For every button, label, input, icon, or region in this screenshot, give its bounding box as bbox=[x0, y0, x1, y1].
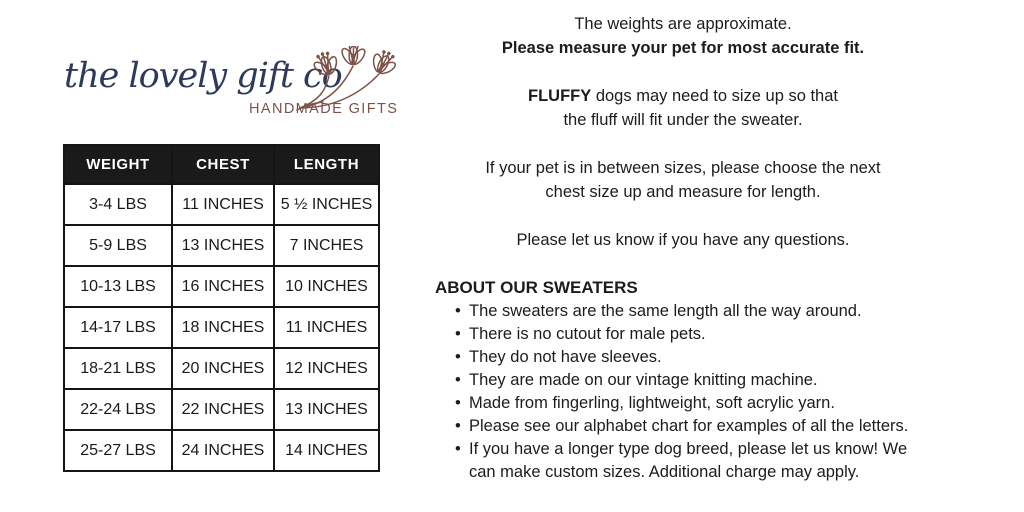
table-cell-length: 7 INCHES bbox=[274, 225, 379, 266]
table-cell-length: 10 INCHES bbox=[274, 266, 379, 307]
table-cell-length: 5 ½ INCHES bbox=[274, 184, 379, 225]
table-cell-chest: 13 INCHES bbox=[172, 225, 274, 266]
note-line: the fluff will fit under the sweater. bbox=[563, 111, 803, 129]
about-list bbox=[435, 300, 931, 484]
table-cell-weight: 22-24 LBS bbox=[64, 389, 172, 430]
table-header-chest: CHEST bbox=[172, 145, 274, 184]
list-item: • There is no cutout for male pets. bbox=[455, 323, 931, 346]
note-line bbox=[435, 84, 931, 108]
table-row bbox=[64, 184, 379, 225]
table-row bbox=[64, 225, 379, 266]
list-item: • Please see our alphabet chart for examples of all the letters. bbox=[455, 415, 931, 438]
table-header-weight: WEIGHT bbox=[64, 145, 172, 184]
table-cell-length: 14 INCHES bbox=[274, 430, 379, 471]
table-header-row bbox=[64, 145, 379, 184]
note-questions bbox=[435, 228, 931, 252]
fluffy-emphasis: FLUFFY bbox=[528, 87, 592, 105]
table-row bbox=[64, 348, 379, 389]
table-row bbox=[64, 430, 379, 471]
table-cell-chest: 11 INCHES bbox=[172, 184, 274, 225]
table-cell-weight: 14-17 LBS bbox=[64, 307, 172, 348]
note-fluffy-dogs bbox=[435, 84, 931, 132]
table-row bbox=[64, 266, 379, 307]
logo-tagline: HANDMADE GIFTS bbox=[249, 101, 399, 117]
list-item: • The sweaters are the same length all the way around. bbox=[455, 300, 931, 323]
table-cell-weight: 10-13 LBS bbox=[64, 266, 172, 307]
list-item: • Made from fingerling, lightweight, soft acrylic yarn. bbox=[455, 392, 931, 415]
table-cell-length: 13 INCHES bbox=[274, 389, 379, 430]
table-row bbox=[64, 389, 379, 430]
table-cell-chest: 20 INCHES bbox=[172, 348, 274, 389]
table-cell-chest: 18 INCHES bbox=[172, 307, 274, 348]
about-heading: ABOUT OUR SWEATERS bbox=[435, 278, 638, 297]
table-cell-chest: 22 INCHES bbox=[172, 389, 274, 430]
table-cell-weight: 5-9 LBS bbox=[64, 225, 172, 266]
list-item: • They do not have sleeves. bbox=[455, 346, 931, 369]
note-line: Please let us know if you have any questions. bbox=[516, 231, 850, 249]
table-cell-weight: 3-4 LBS bbox=[64, 184, 172, 225]
note-line-bold: Please measure your pet for most accurate fit. bbox=[501, 39, 865, 57]
note-weights-approximate bbox=[435, 12, 931, 60]
table-cell-weight: 18-21 LBS bbox=[64, 348, 172, 389]
note-line: The weights are approximate. bbox=[574, 15, 792, 33]
table-cell-chest: 24 INCHES bbox=[172, 430, 274, 471]
note-line: chest size up and measure for length. bbox=[545, 183, 821, 201]
table-cell-weight: 25-27 LBS bbox=[64, 430, 172, 471]
note-line-rest: dogs may need to size up so that bbox=[591, 87, 838, 105]
list-item: • If you have a longer type dog breed, please let us know! We can make custom sizes. Additional charge may apply. bbox=[455, 438, 931, 484]
table-header-length: LENGTH bbox=[274, 145, 379, 184]
table-cell-length: 11 INCHES bbox=[274, 307, 379, 348]
list-item: • They are made on our vintage knitting machine. bbox=[455, 369, 931, 392]
note-line: If your pet is in between sizes, please choose the next bbox=[485, 159, 881, 177]
table-cell-length: 12 INCHES bbox=[274, 348, 379, 389]
table-cell-chest: 16 INCHES bbox=[172, 266, 274, 307]
note-between-sizes bbox=[435, 156, 931, 204]
notes-column bbox=[435, 12, 931, 484]
table-row bbox=[64, 307, 379, 348]
logo-script-text: the lovely gift co bbox=[64, 56, 342, 96]
size-chart-table bbox=[63, 144, 380, 472]
